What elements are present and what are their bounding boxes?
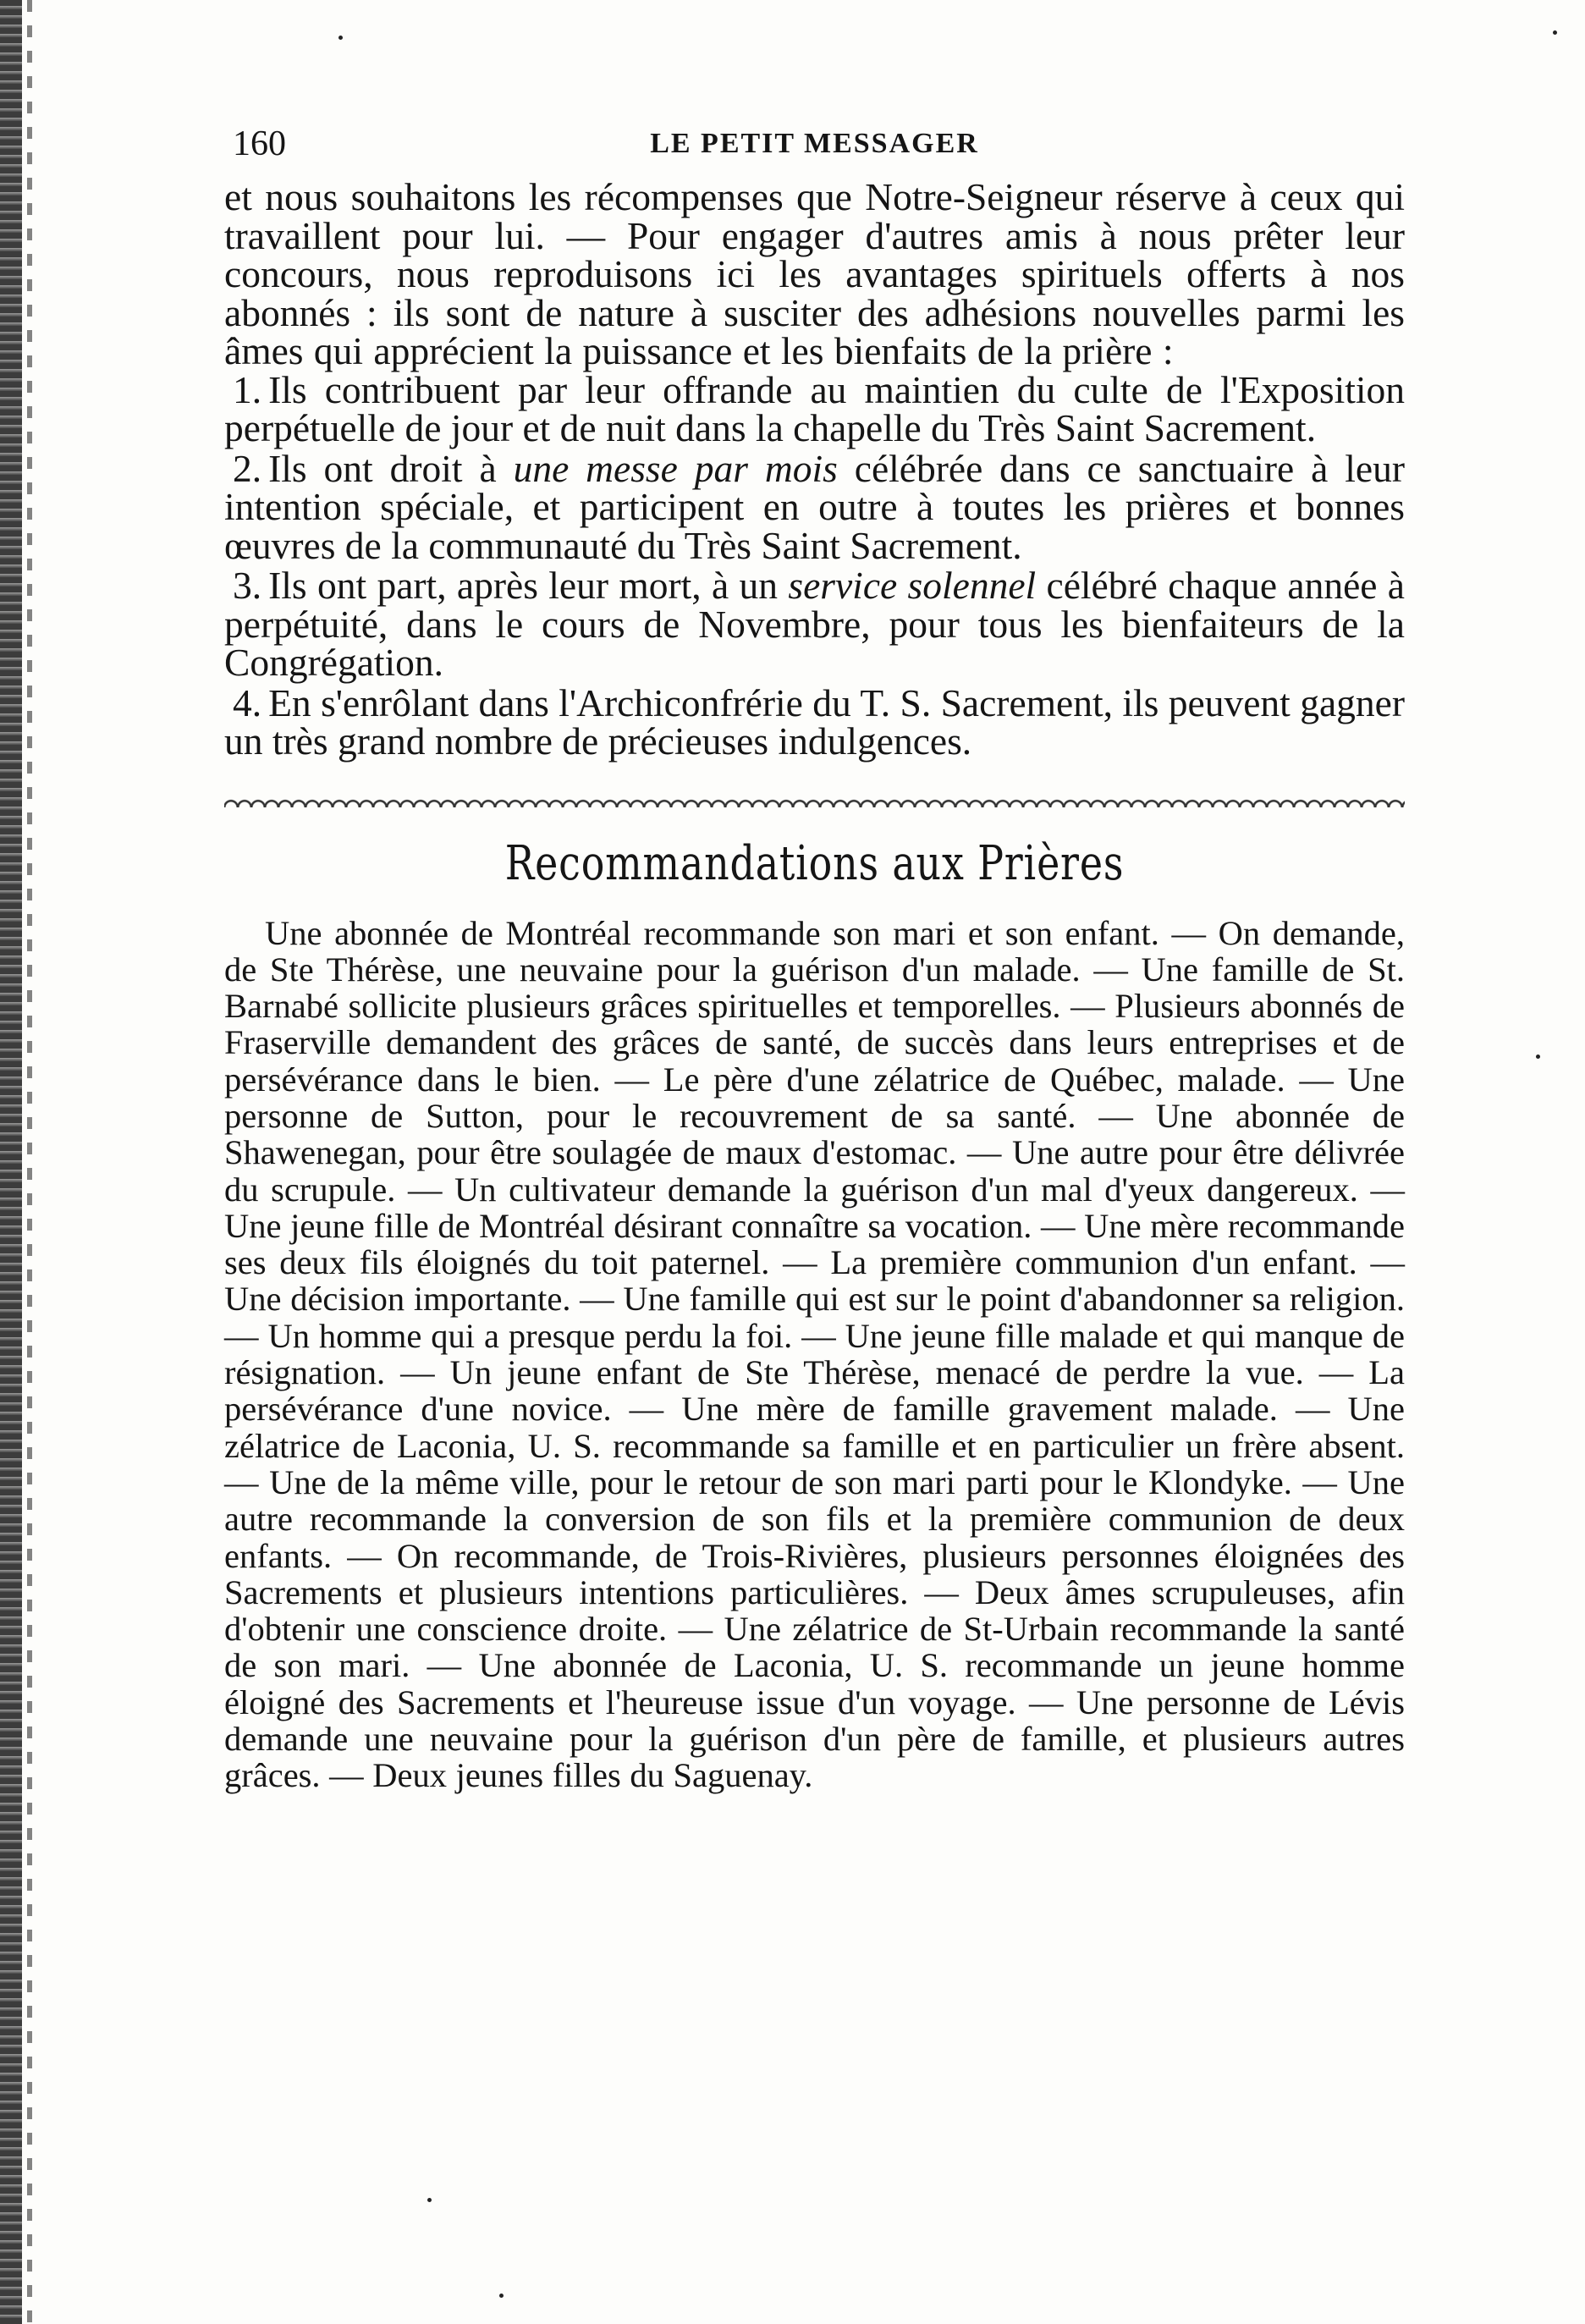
scanned-binding-edge [0, 0, 22, 2324]
section-title: Recommandations aux Prières [504, 835, 1125, 891]
benefit-text: En s'enrôlant dans l'Archiconfrérie du T. S. Sacrement, ils peuvent gagner un très grand nombre de précieuses indulgences. [224, 680, 1405, 763]
intro-paragraph: et nous souhaitons les récompenses que Notre-Seigneur réserve à ceux qui travaillent pour lui. — Pour engager d'autres amis à nous prêter leur concours, nous reproduisons ici les avantages spirituels offerts à nos abonnés : ils sont de nature à susciter des adhésions nouvelles parmi les âmes qui apprécient la puissance et les bienfaits de la prière : [224, 175, 1405, 372]
scan-speck [499, 2294, 504, 2298]
benefit-text: Ils ont part, après leur mort, à un [268, 564, 789, 607]
benefit-text: Ils contribuent par leur offrande au maintien du culte de l'Exposition perpétuelle de jour et de nuit dans la chapelle du Très Saint Sacrement. [224, 367, 1405, 449]
benefit-number: 1. [233, 367, 262, 411]
scan-speck [338, 36, 343, 40]
recommendations-paragraph: Une abonnée de Montréal recommande son mari et son enfant. — On demande, de Ste Thérèse, une neuvaine pour la guérison d'un malade. — Une famille de St. Barnabé sollicite plusieurs grâces spirituelles et temporelles. — Plusieurs abonnés de Fraserville demandent des grâces de santé, de succès dans leurs entreprises et de persévérance dans le bien. — Le père d'une zélatrice de Québec, malade. — Une personne de Sutton, pour le recouvrement de sa santé. — Une abonnée de Shawenegan, pour être soulagée de maux d'estomac. — Une autre pour être délivrée du scrupule. — Un cultivateur demande la guérison d'un mal d'yeux dangereux. — Une jeune fille de Montréal désirant connaître sa vocation. — Une mère recommande ses deux fils éloignés du toit paternel. — La première communion d'un enfant. — Une décision importante. — Une famille qui est sur le point d'abandonner sa religion. — Un homme qui a presque perdu la foi. — Une jeune fille malade et qui manque de résignation. — Un jeune enfant de Ste Thérèse, menacé de perdre la vue. — La persévérance d'une novice. — Une mère de famille gravement malade. — Une zélatrice de Laconia, U. S. recommande sa famille et en particulier un frère absent. — Une de la même ville, pour le retour de son mari parti pour le Klondyke. — Une autre recommande la conversion de son fils et la première communion de deux enfants. — On recommande, de Trois-Rivières, plusieurs personnes éloignées des Sacrements et plusieurs intentions particulières. — Deux âmes scrupuleuses, afin d'obtenir une conscience droite. — Une zélatrice de St-Urbain recommande la santé de son mari. — Une abonnée de Laconia, U. S. recommande un jeune homme éloigné des Sacrements et l'heureuse issue d'un voyage. — Une personne de Lévis demande une neuvaine pour la guérison d'un père de famille, et plusieurs autres grâces. — Deux jeunes filles du Saguenay. [224, 913, 1405, 1795]
benefits-list [224, 367, 1405, 763]
scanned-binding-shadow [27, 0, 32, 2324]
scan-speck [427, 2198, 432, 2202]
benefit-item-2 [224, 446, 1405, 567]
benefit-text: célébrée dans ce sanctuaire à leur intention spéciale, et participent en outre à toutes les prières et bonnes œuvres de la communauté du Très Saint Sacrement. [224, 446, 1405, 567]
benefit-item-3 [224, 566, 1405, 682]
benefit-text: célébré chaque année à perpétuité, dans le cours de Novembre, pour tous les bienfaiteurs de la Congrégation. [224, 564, 1405, 684]
benefit-number: 3. [233, 564, 262, 607]
benefit-emphasis: une messe par mois [513, 446, 838, 490]
scan-speck [1536, 1055, 1540, 1059]
scan-speck [1553, 30, 1557, 35]
page-number: 160 [233, 124, 286, 163]
running-title: LE PETIT MESSAGER [650, 128, 979, 159]
page-header [224, 120, 1405, 178]
benefit-number: 4. [233, 680, 262, 724]
benefit-number: 2. [233, 446, 262, 490]
benefit-item-4 [224, 680, 1405, 763]
benefit-emphasis: service solennel [788, 564, 1037, 607]
benefit-text: Ils ont droit à [268, 446, 514, 490]
book-page [224, 120, 1405, 1794]
wavy-divider [224, 793, 1405, 812]
benefit-item-1 [224, 367, 1405, 449]
